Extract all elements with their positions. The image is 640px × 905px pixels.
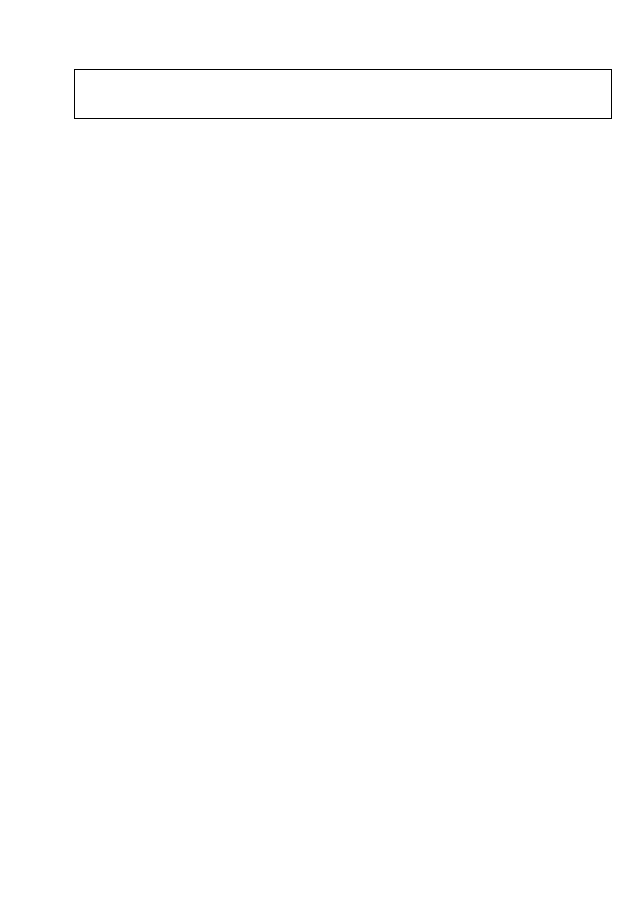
section-title (75, 70, 612, 119)
section-header-row (75, 70, 612, 119)
section-group (75, 70, 612, 119)
fas-offices-table (74, 69, 612, 119)
